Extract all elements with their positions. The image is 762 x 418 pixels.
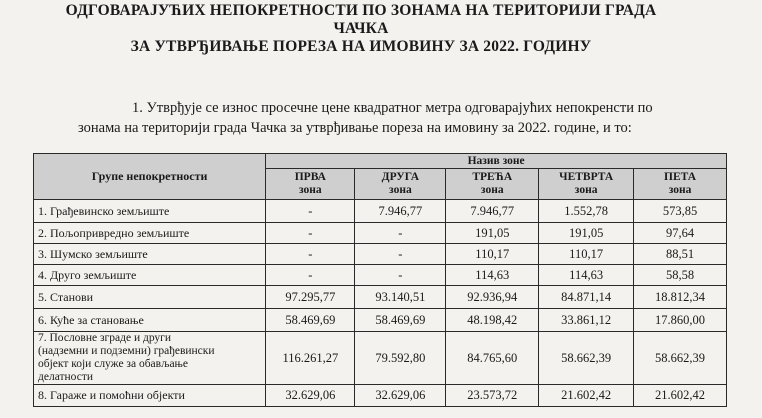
row-label: 4. Друго земљиште: [34, 265, 266, 286]
row-label: [34, 332, 266, 385]
cell-value: 110,17: [539, 244, 634, 265]
cell-value: 97.295,77: [266, 286, 355, 309]
row-label: 1. Грађевинско земљиште: [34, 200, 266, 223]
zone-header-5: [634, 169, 727, 200]
cell-value: 93.140,51: [355, 286, 446, 309]
row-label: 3. Шумско земљиште: [34, 244, 266, 265]
table-row: [34, 385, 727, 407]
intro-line-2: зонама на територији града Чачка за утврђивање пореза на имовину за 2022. године, и то:: [78, 120, 632, 136]
cell-value: 58.469,69: [355, 309, 446, 332]
zone-header-2: [355, 169, 446, 200]
cell-value: 116.261,27: [266, 332, 355, 385]
cell-value: -: [266, 265, 355, 286]
cell-value: 23.573,72: [446, 385, 539, 407]
table-header-row: [34, 154, 727, 169]
cell-value: 191,05: [446, 223, 539, 244]
cell-value: 21.602,42: [539, 385, 634, 407]
cell-value: 114,63: [446, 265, 539, 286]
table-row: [34, 309, 727, 332]
heading-line-2: ЧАЧКА: [333, 20, 389, 37]
zone-name: ЧЕТВРТА: [559, 171, 614, 183]
cell-value: 84.765,60: [446, 332, 539, 385]
zone-sub: зона: [389, 184, 412, 196]
cell-value: 48.198,42: [446, 309, 539, 332]
table-row: [34, 200, 727, 223]
zone-sub: зона: [299, 184, 322, 196]
cell-value: 573,85: [634, 200, 727, 223]
table-row: [34, 265, 727, 286]
row-label-line: (надземни и подземни) грађевински: [38, 345, 215, 357]
cell-value: -: [355, 244, 446, 265]
cell-value: 32.629,06: [266, 385, 355, 407]
cell-value: 21.602,42: [634, 385, 727, 407]
cell-value: 191,05: [539, 223, 634, 244]
cell-value: 58.469,69: [266, 309, 355, 332]
cell-value: 88,51: [634, 244, 727, 265]
row-label-line: делатности: [38, 371, 94, 383]
zone-header-4: [539, 169, 634, 200]
cell-value: 58.662,39: [539, 332, 634, 385]
table-row: [34, 332, 727, 385]
row-label: 5. Станови: [34, 286, 266, 309]
cell-value: 33.861,12: [539, 309, 634, 332]
row-label-line: објект који служе за обављање: [38, 358, 188, 370]
heading-line-3: ЗА УТВРЂИВАЊЕ ПОРЕЗА НА ИМОВИНУ ЗА 2022. ГОДИНУ: [130, 38, 592, 55]
cell-value: -: [355, 265, 446, 286]
zone-name: ТРЕЋА: [472, 171, 513, 183]
row-label-line: 7. Пословне зграде и други: [38, 332, 172, 344]
zone-header-1: [266, 169, 355, 200]
cell-value: 97,64: [634, 223, 727, 244]
zone-name: ДРУГА: [381, 171, 420, 183]
row-label: 8. Гараже и помоћни објекти: [34, 385, 266, 407]
cell-value: -: [266, 244, 355, 265]
intro-paragraph: [78, 98, 718, 138]
cell-value: 79.592,80: [355, 332, 446, 385]
cell-value: 92.936,94: [446, 286, 539, 309]
table-row: [34, 223, 727, 244]
zone-name: ПРВА: [294, 171, 326, 183]
cell-value: -: [355, 223, 446, 244]
group-header: Групе непокретности: [34, 154, 266, 200]
row-label: 6. Куће за становање: [34, 309, 266, 332]
zone-sub: зона: [480, 184, 504, 196]
cell-value: -: [266, 200, 355, 223]
cell-value: 84.871,14: [539, 286, 634, 309]
cell-value: 114,63: [539, 265, 634, 286]
cell-value: 1.552,78: [539, 200, 634, 223]
heading-line-1: ОДГОВАРАЈУЋИХ НЕПОКРЕТНОСТИ ПО ЗОНАМА НА ТЕРИТОРИЈИ ГРАДА: [65, 2, 657, 19]
cell-value: 58,58: [634, 265, 727, 286]
cell-value: 7.946,77: [355, 200, 446, 223]
cell-value: 18.812,34: [634, 286, 727, 309]
cell-value: 58.662,39: [634, 332, 727, 385]
table-row: [34, 244, 727, 265]
cell-value: 32.629,06: [355, 385, 446, 407]
cell-value: -: [266, 223, 355, 244]
cell-value: 17.860,00: [634, 309, 727, 332]
zone-sub: зона: [668, 184, 692, 196]
cell-value: 110,17: [446, 244, 539, 265]
intro-line-1: 1. Утврђује се износ просечне цене квадратног метра одговарајућих непокренсти по: [132, 100, 653, 116]
zones-header: Назив зоне: [266, 154, 727, 169]
zone-header-3: [446, 169, 539, 200]
row-label: 2. Пољопривредно земљиште: [34, 223, 266, 244]
cell-value: 7.946,77: [446, 200, 539, 223]
zone-sub: зона: [574, 184, 598, 196]
table-row: [34, 286, 727, 309]
price-table: [33, 153, 727, 407]
zone-name: ПЕТА: [664, 171, 697, 183]
